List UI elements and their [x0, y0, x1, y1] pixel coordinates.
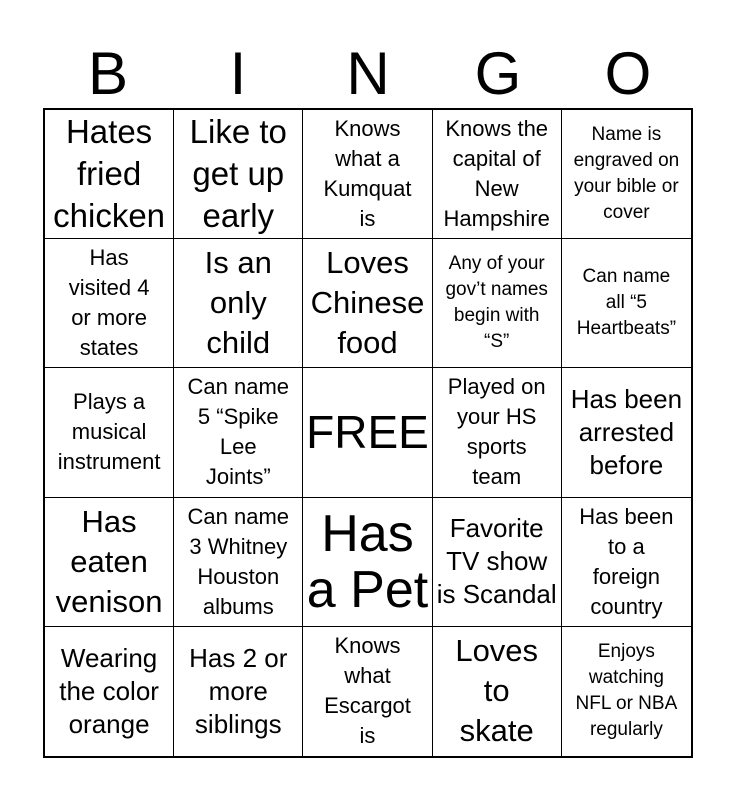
cell-text: Hates fried chicken	[53, 113, 166, 235]
cell-text: Has visited 4 or more states	[68, 245, 150, 361]
bingo-cell-r3c5[interactable]	[562, 368, 691, 497]
cell-text: Like to get up early	[189, 113, 287, 235]
cell-text: Is an only child	[204, 245, 272, 361]
bingo-cell-r5c1[interactable]	[45, 627, 174, 756]
cell-text: Wearing the color orange	[59, 642, 159, 739]
bingo-cell-r2c3[interactable]	[303, 239, 432, 368]
cell-text: Enjoys watching NFL or NBA regularly	[575, 641, 678, 741]
cell-text: Loves Chinese food	[310, 245, 425, 361]
cell-text: Can name all “5 Heartbeats”	[576, 266, 677, 340]
bingo-cell-r2c1[interactable]	[45, 239, 174, 368]
bingo-cell-r5c3[interactable]	[303, 627, 432, 756]
bingo-cell-r5c5[interactable]	[562, 627, 691, 756]
bingo-cell-r2c4[interactable]	[433, 239, 562, 368]
cell-text: Played on your HS sports team	[447, 374, 546, 490]
cell-text: Knows what a Kumquat is	[323, 116, 412, 232]
cell-text: Loves to skate	[455, 633, 539, 749]
bingo-cell-r5c2[interactable]	[174, 627, 303, 756]
bingo-cell-r4c5[interactable]	[562, 498, 691, 627]
bingo-cell-r4c3[interactable]	[303, 498, 432, 627]
cell-text: Plays a musical instrument	[57, 389, 161, 475]
bingo-cell-r2c5[interactable]	[562, 239, 691, 368]
cell-text: Knows the capital of New Hampshire	[443, 116, 550, 232]
cell-text: Knows what Escargot is	[324, 633, 411, 749]
bingo-cell-r2c2[interactable]	[174, 239, 303, 368]
bingo-cell-r4c1[interactable]	[45, 498, 174, 627]
header-letter-o: O	[604, 40, 652, 107]
header-letter-g: G	[474, 40, 522, 107]
bingo-cell-r1c5[interactable]	[562, 110, 691, 239]
header-letter-i: I	[229, 40, 247, 107]
header-letter-b: B	[87, 40, 129, 107]
bingo-cell-r4c2[interactable]	[174, 498, 303, 627]
bingo-cell-r4c4[interactable]	[433, 498, 562, 627]
cell-text: Has been to a foreign country	[579, 503, 674, 619]
bingo-cell-r3c4[interactable]	[433, 368, 562, 497]
bingo-cell-free[interactable]	[303, 368, 432, 497]
cell-text: Has been arrested before	[570, 383, 683, 480]
bingo-cell-r3c2[interactable]	[174, 368, 303, 497]
bingo-cell-r1c3[interactable]	[303, 110, 432, 239]
bingo-cell-r1c1[interactable]	[45, 110, 174, 239]
header-letter-n: N	[346, 40, 390, 107]
bingo-board	[43, 108, 693, 758]
bingo-cell-r1c2[interactable]	[174, 110, 303, 239]
bingo-header	[43, 40, 693, 108]
cell-text: Any of your gov’t names begin with “S”	[445, 253, 548, 353]
free-space-label: FREE	[306, 406, 429, 459]
bingo-cell-r5c4[interactable]	[433, 627, 562, 756]
cell-text: Has eaten venison	[55, 503, 163, 619]
cell-text: Has a Pet	[306, 504, 429, 619]
cell-text: Name is engraved on your bible or cover	[573, 124, 680, 224]
cell-text: Has 2 or more siblings	[189, 642, 288, 739]
cell-text: Can name 5 “Spike Lee Joints”	[187, 374, 290, 490]
bingo-cell-r3c1[interactable]	[45, 368, 174, 497]
cell-text: Can name 3 Whitney Houston albums	[187, 503, 290, 619]
bingo-cell-r1c4[interactable]	[433, 110, 562, 239]
cell-text: Favorite TV show is Scandal	[436, 513, 557, 610]
